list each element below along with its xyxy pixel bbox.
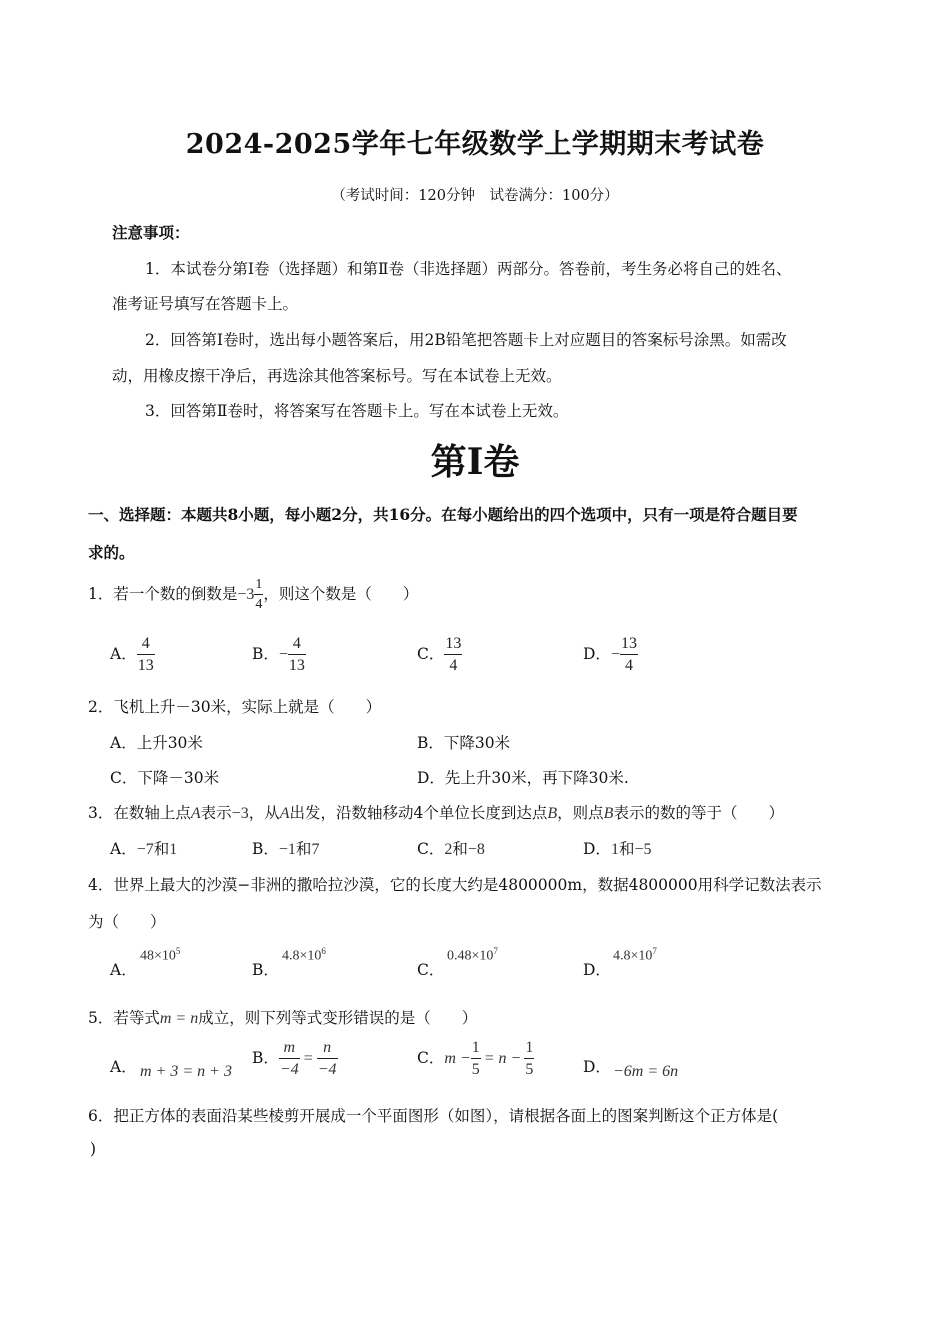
q3-b-m1: −1 — [278, 841, 296, 858]
question-3-stem — [88, 801, 784, 823]
q3-a-and: 和 — [153, 840, 170, 858]
q2-option-a[interactable]: A．上升30米 — [110, 734, 203, 752]
q3-d-m1: 1 — [610, 841, 619, 858]
q1-whole: 3 — [246, 586, 255, 603]
q1-b-den: 13 — [288, 654, 306, 674]
q1-option-c-fraction — [444, 636, 462, 674]
q5-option-b[interactable] — [252, 1040, 338, 1078]
q1-option-a-label: A． — [110, 645, 137, 663]
question-6-stem-line-2: ) — [90, 1140, 97, 1158]
q1-option-c-label: C． — [417, 645, 445, 663]
q3-a-m1: −7 — [136, 841, 154, 858]
q1-option-d-label: D． — [583, 645, 611, 663]
q4-a-exp: 5 — [175, 946, 181, 956]
q5-equation: m = n — [159, 1010, 199, 1027]
q1-b-num: 4 — [292, 635, 301, 652]
q5-c-d1: 5 — [471, 1058, 481, 1078]
q4-d-base: 4.8×10 — [613, 948, 653, 964]
q4-c-exp: 7 — [493, 946, 498, 956]
exam-title: 2024-2025学年七年级数学上学期期末考试卷 — [185, 129, 765, 160]
q4-option-a-value — [140, 946, 180, 965]
q1-option-c[interactable] — [417, 636, 462, 674]
q3-c-m2: −8 — [467, 841, 485, 858]
q1-a-num: 4 — [141, 635, 150, 652]
section-heading-line-2: 求的。 — [88, 543, 135, 562]
q4-option-d-label[interactable]: D． — [583, 961, 611, 979]
q3-c-m1: 2 — [444, 841, 453, 858]
q1-option-b-label: B． — [252, 645, 279, 663]
q4-option-c-value — [447, 946, 498, 965]
q5-b-n2: n — [323, 1039, 332, 1056]
q2-option-c[interactable]: C．下降－30米 — [110, 769, 220, 787]
q5-c-n1: 1 — [471, 1039, 480, 1056]
q5-c-frac-2 — [524, 1040, 534, 1078]
q3-d-label: D． — [583, 840, 611, 858]
q3-option-d[interactable] — [583, 837, 651, 859]
note-1-line-1: 1．本试卷分第Ⅰ卷（选择题）和第Ⅱ卷（非选择题）两部分。答卷前，考生务必将自己的姓名、 — [145, 260, 792, 278]
volume-title: 第Ⅰ卷 — [430, 441, 520, 483]
q1-fraction-den: 4 — [254, 594, 263, 612]
q3-var-a: A — [190, 805, 201, 822]
q5-option-d-expr: −6m = 6n — [613, 1063, 679, 1080]
question-6-stem-line-1: 6．把正方体的表面沿某些棱剪开展成一个平面图形（如图），请根据各面上的图案判断这个正方体是( — [88, 1107, 779, 1125]
q5-b-d1: −4 — [279, 1058, 300, 1078]
q1-c-num: 13 — [445, 635, 462, 652]
q1-option-b-fraction — [288, 636, 306, 674]
q1-minus: − — [237, 586, 247, 603]
q1-d-den: 4 — [620, 654, 638, 674]
question-2-stem: 2．飞机上升－30米，实际上就是（ ） — [88, 698, 382, 716]
section-heading-line-1: 一、选择题：本题共8小题，每小题2分，共16分。在每小题给出的四个选项中，只有一项是符合题目要 — [88, 505, 798, 524]
q1-option-d-fraction — [620, 636, 638, 674]
q3-c-label: C． — [417, 840, 445, 858]
q5-c-a: m − — [444, 1050, 471, 1067]
q3-var-a-2: A — [279, 805, 290, 822]
q1-option-a-fraction — [137, 636, 155, 674]
q3-b-m2: 7 — [311, 841, 320, 858]
q3-b-and: 和 — [295, 840, 312, 858]
note-3: 3．回答第Ⅱ卷时，将答案写在答题卡上。写在本试卷上无效。 — [145, 402, 569, 420]
q1-stem-post: ，则这个数是（ ） — [263, 585, 419, 603]
q3-a-label: A． — [110, 840, 137, 858]
q4-option-d-value — [613, 946, 657, 965]
notes-heading: 注意事项： — [112, 223, 190, 242]
q5-option-d-label[interactable]: D． — [583, 1058, 611, 1076]
question-1-stem — [88, 578, 418, 612]
q4-d-exp: 7 — [652, 946, 657, 956]
q5-option-a-expr: m + 3 = n + 3 — [140, 1063, 232, 1080]
q2-option-b[interactable]: B．下降30米 — [417, 734, 511, 752]
q4-b-base: 4.8×10 — [282, 948, 322, 964]
q3-text-5: ，则点 — [557, 804, 604, 822]
q1-stem-pre: 1．若一个数的倒数是 — [88, 585, 238, 603]
q1-d-sign: − — [610, 646, 620, 663]
q5-c-label: C． — [417, 1049, 445, 1067]
q3-text-4: 出发，沿数轴移动4个单位长度到达点 — [289, 804, 548, 822]
q5-b-frac-1 — [279, 1040, 300, 1078]
q5-c-d2: 5 — [524, 1058, 534, 1078]
q3-text-3: ，从 — [248, 804, 280, 822]
q5-c-n2: 1 — [525, 1039, 534, 1056]
q3-var-b-2: B — [603, 805, 614, 822]
q1-b-sign: − — [278, 646, 288, 663]
q5-option-c[interactable] — [417, 1040, 534, 1078]
q5-option-a-label[interactable]: A． — [110, 1058, 137, 1076]
q4-option-b-label[interactable]: B． — [252, 961, 279, 979]
q5-text-post: 成立，则下列等式变形错误的是（ ） — [198, 1009, 478, 1027]
q3-value: −3 — [231, 805, 249, 822]
q3-option-a[interactable] — [110, 837, 177, 859]
exam-subtitle: （考试时间：120分钟 试卷满分：100分） — [331, 188, 619, 204]
q3-a-m2: 1 — [169, 841, 178, 858]
q5-c-mid: = n − — [483, 1050, 522, 1067]
q4-option-c-label[interactable]: C． — [417, 961, 445, 979]
q1-fraction-num: 1 — [255, 577, 263, 592]
question-4-stem-line-2: 为（ ） — [88, 913, 166, 931]
q3-d-m2: −5 — [634, 841, 652, 858]
q1-a-den: 13 — [137, 654, 155, 674]
q1-d-num: 13 — [620, 635, 637, 652]
q4-option-b-value — [282, 946, 326, 965]
q3-text-6: 表示的数的等于（ ） — [613, 804, 784, 822]
q3-c-and: 和 — [452, 840, 468, 858]
q4-b-exp: 6 — [321, 946, 326, 956]
q3-text-2: 表示 — [200, 804, 232, 822]
q4-option-a-label[interactable]: A． — [110, 961, 137, 979]
q1-c-den: 4 — [444, 654, 462, 674]
q1-option-a[interactable] — [110, 636, 155, 674]
q3-var-b: B — [547, 805, 558, 822]
q3-b-label: B． — [252, 840, 279, 858]
q5-text-pre: 5．若等式 — [88, 1009, 160, 1027]
question-4-stem-line-1: 4．世界上最大的沙漠−非洲的撒哈拉沙漠，它的长度大约是4800000m，数据4800000用科学记数法表示 — [88, 876, 822, 894]
note-2-line-1: 2．回答第Ⅰ卷时，选出每小题答案后，用2B铅笔把答题卡上对应题目的答案标号涂黑。如需改 — [145, 331, 787, 349]
q3-option-b[interactable] — [252, 837, 319, 859]
q5-c-frac-1 — [471, 1040, 481, 1078]
q5-b-label: B． — [252, 1049, 279, 1067]
q4-a-base: 48×10 — [140, 948, 176, 964]
q3-d-and: 和 — [618, 840, 635, 858]
q5-b-n1: m — [283, 1039, 296, 1056]
q4-c-base: 0.48×10 — [447, 948, 494, 964]
q1-option-d[interactable] — [583, 636, 638, 674]
q3-text-1: 3．在数轴上点 — [88, 804, 191, 822]
question-5-stem — [88, 1006, 477, 1028]
note-1-line-2: 准考证号填写在答题卡上。 — [112, 295, 299, 313]
note-2-line-2: 动，用橡皮擦干净后，再选涂其他答案标号。写在本试卷上无效。 — [112, 367, 562, 385]
q5-b-frac-2 — [317, 1040, 338, 1078]
q2-option-d[interactable]: D．先上升30米，再下降30米. — [417, 769, 629, 787]
q5-b-d2: −4 — [317, 1058, 338, 1078]
q3-option-c[interactable] — [417, 837, 485, 859]
q5-b-eq: = — [303, 1050, 313, 1067]
q1-option-b[interactable] — [252, 636, 306, 674]
